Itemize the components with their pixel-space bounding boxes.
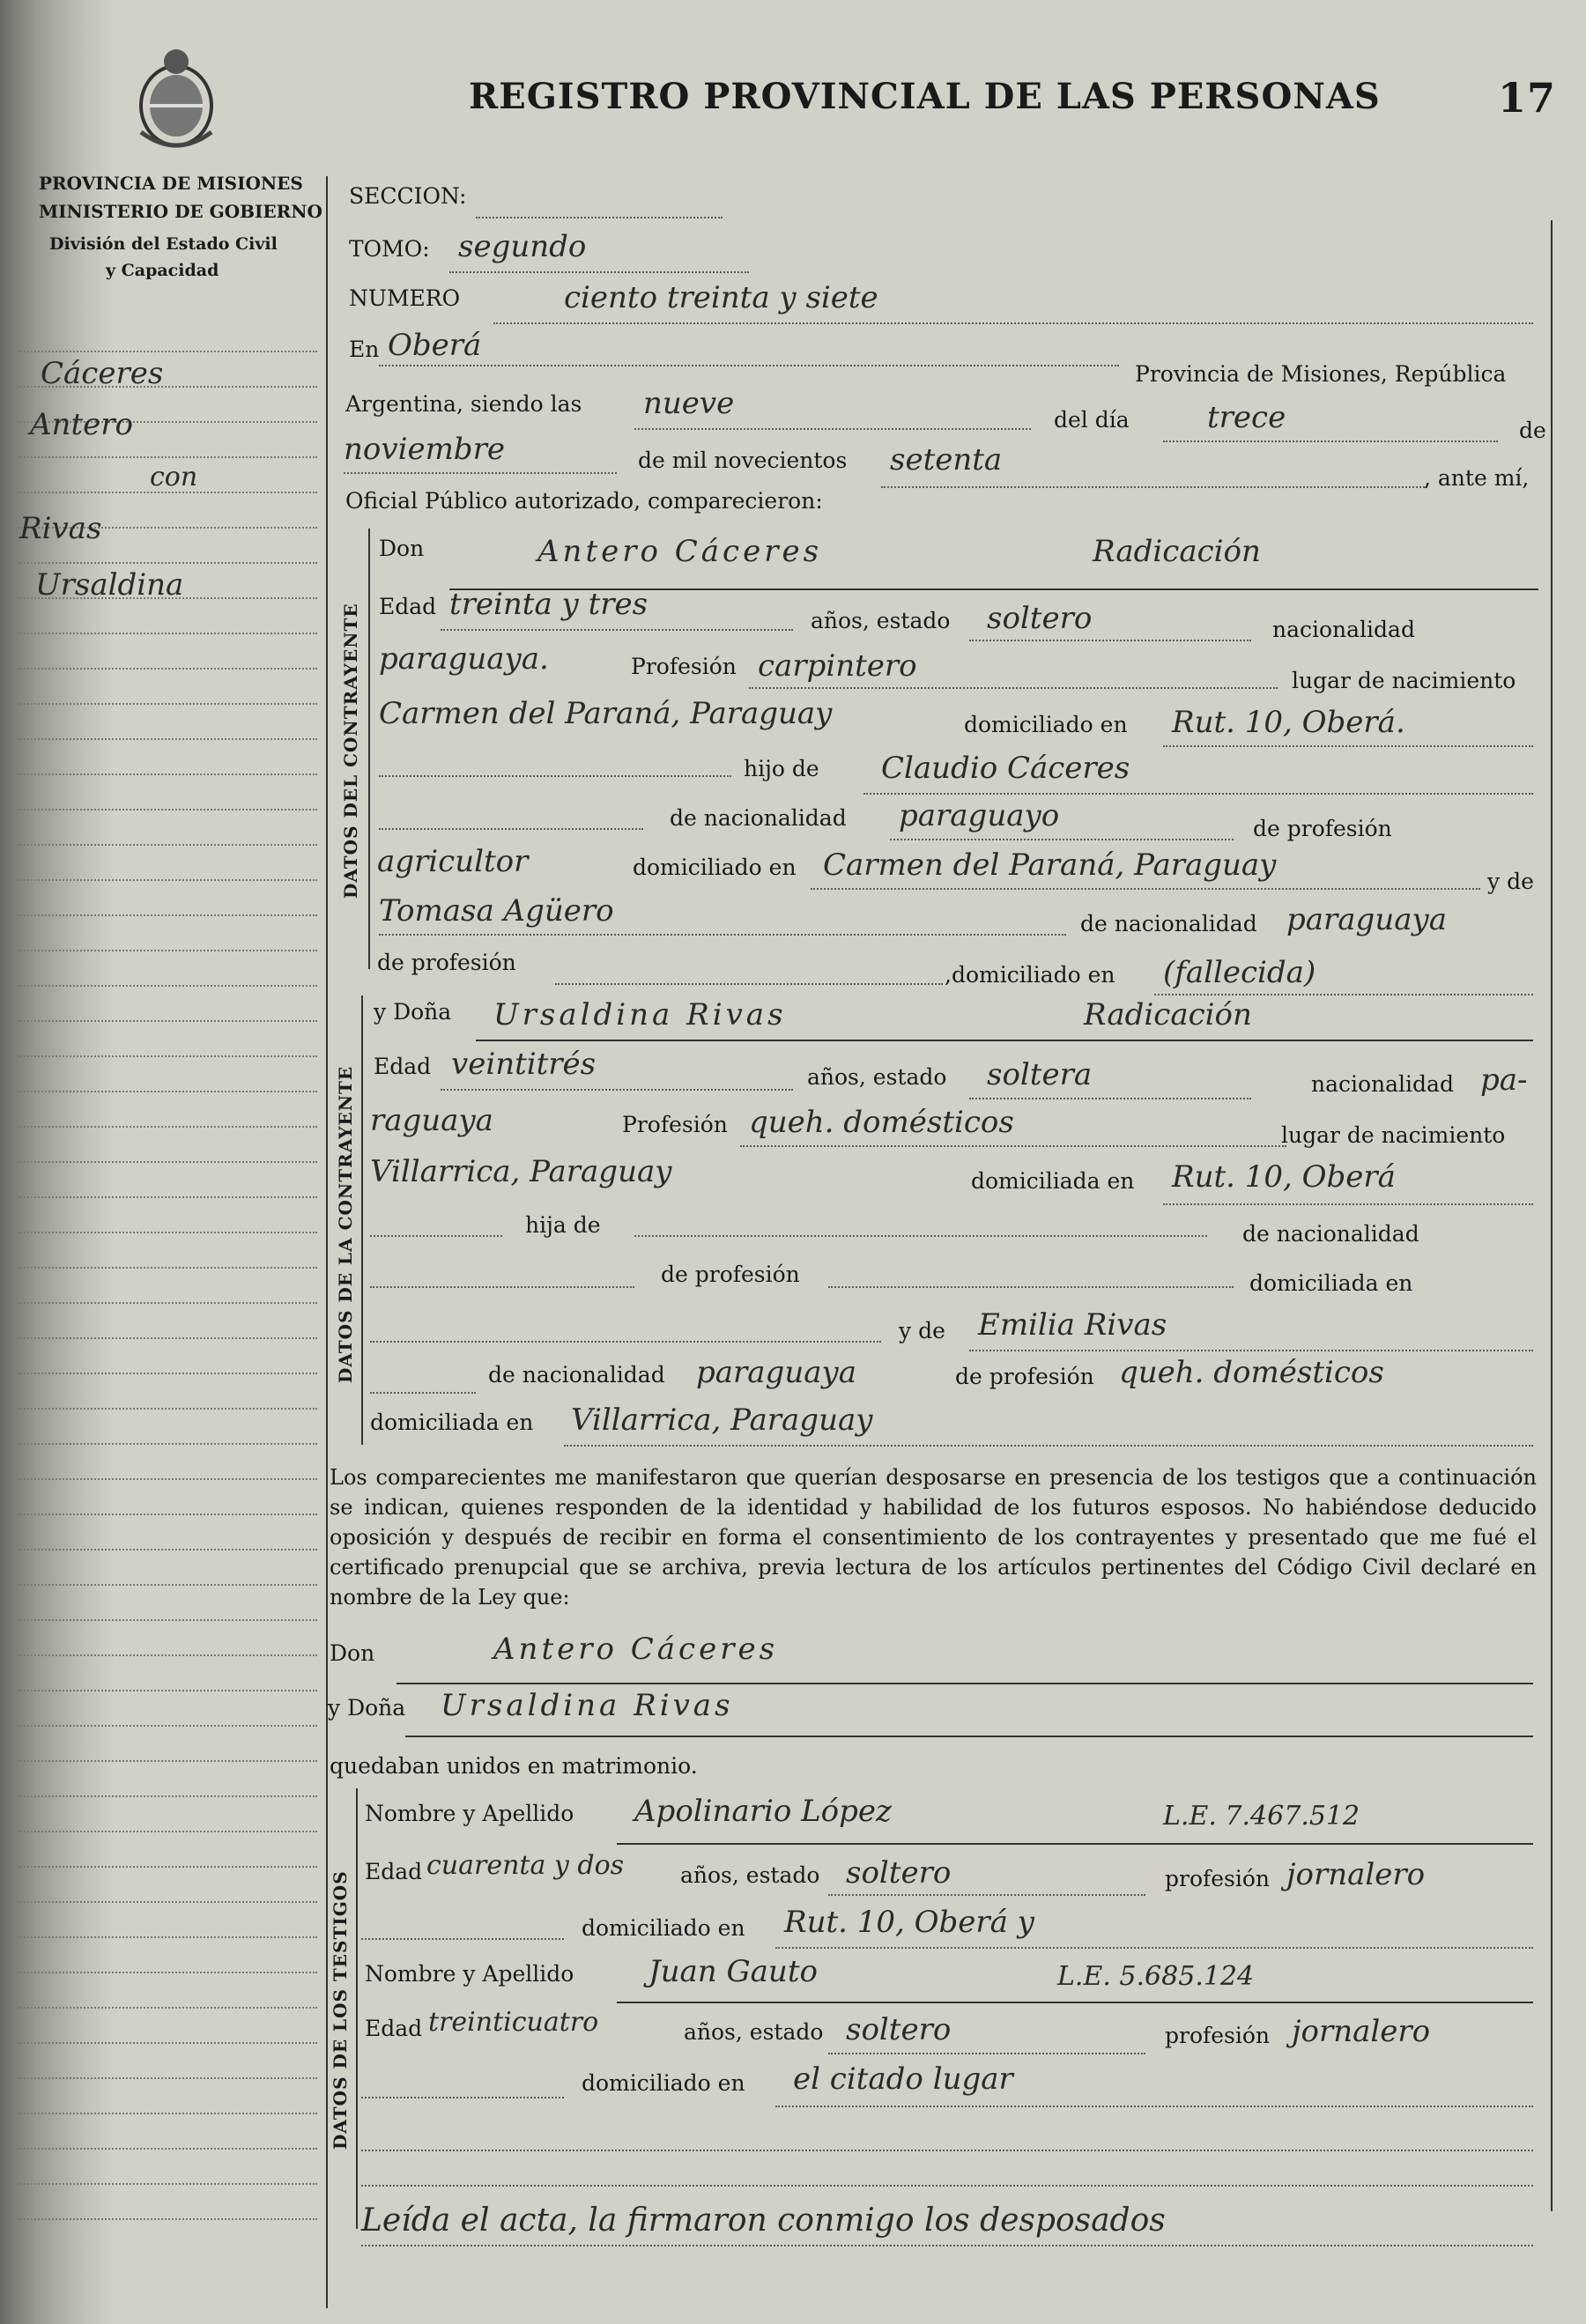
madre-domicilio: (fallecida) <box>1163 955 1316 990</box>
domiciliado-label: domiciliado en <box>964 712 1128 737</box>
nacionalidad-value-2a: pa- <box>1480 1062 1528 1098</box>
padre-nacionalidad: paraguayo <box>899 798 1060 833</box>
page-title: REGISTRO PROVINCIAL DE LAS PERSONAS <box>469 76 1381 117</box>
dia-value: trece <box>1207 400 1286 435</box>
oficial-text: Oficial Público autorizado, comparecieron: <box>345 488 823 514</box>
t2-estado-value: soltero <box>846 2012 952 2047</box>
edad-value-2: veintitrés <box>451 1047 597 1082</box>
domicilio-value-2: Rut. 10, Oberá <box>1172 1159 1396 1195</box>
numero-value: ciento treinta y siete <box>564 280 878 315</box>
t1-le-value: L.E. 7.467.512 <box>1163 1801 1360 1832</box>
tomo-value: segundo <box>458 229 587 264</box>
madre-prof-label-2: de profesión <box>955 1364 1094 1389</box>
decl-dona-label: y Doña <box>328 1695 406 1721</box>
madre-dom-label-2: domiciliada en <box>370 1410 534 1435</box>
dona-label: y Doña <box>374 999 452 1025</box>
en-value: Oberá <box>388 328 482 363</box>
don-label: Don <box>379 536 425 561</box>
t2-domiciliado-label: domiciliado en <box>582 2070 745 2096</box>
lugar-value: Carmen del Paraná, Paraguay <box>379 696 833 731</box>
madre-value-2: Emilia Rivas <box>978 1307 1167 1343</box>
org-ministry: MINISTERIO DE GOBIERNO <box>39 201 322 222</box>
padre-value: Claudio Cáceres <box>881 751 1130 786</box>
margin-note-line: Ursaldina <box>35 567 184 603</box>
closing-text: Leída el acta, la firmaron conmigo los desposados <box>361 2202 1166 2239</box>
profesion-value-2: queh. domésticos <box>749 1105 1014 1140</box>
madre-profesion-2: queh. domésticos <box>1119 1355 1384 1390</box>
t2-edad-label: Edad <box>365 2016 423 2041</box>
hija-dom-label: domiciliada en <box>1249 1270 1413 1296</box>
y-de-label-2: y de <box>899 1318 945 1343</box>
hijo-label: hijo de <box>744 756 819 781</box>
t1-edad-label: Edad <box>365 1859 423 1884</box>
t1-anios-estado: años, estado <box>680 1862 820 1888</box>
dona-note: Radicación <box>1084 997 1252 1032</box>
tomo-label: TOMO: <box>349 236 430 262</box>
estado-value: soltero <box>987 601 1093 636</box>
t2-nombre-value: Juan Gauto <box>648 1954 818 1989</box>
padre-domicilio: Carmen del Paraná, Paraguay <box>823 847 1277 883</box>
t1-nombre-label: Nombre y Apellido <box>365 1801 574 1826</box>
madre-value: Tomasa Agüero <box>379 893 614 929</box>
edad-value: treinta y tres <box>449 587 648 622</box>
margin-note-line: con <box>150 462 198 492</box>
profesion-value: carpintero <box>758 648 917 684</box>
t1-edad-value: cuarenta y dos <box>426 1850 625 1881</box>
hora-value: nueve <box>643 386 735 421</box>
t1-estado-value: soltero <box>846 1855 952 1891</box>
mil-text: de mil novecientos <box>638 448 848 473</box>
unidos-text: quedaban unidos en matrimonio. <box>330 1753 698 1779</box>
domiciliada-label: domiciliada en <box>971 1168 1135 1194</box>
lugar-value-2: Villarrica, Paraguay <box>370 1154 672 1189</box>
nacionalidad-label-2: nacionalidad <box>1311 1071 1454 1097</box>
nacionalidad-value: paraguaya. <box>379 641 549 677</box>
hija-label: hija de <box>525 1212 601 1238</box>
don-value: Antero Cáceres <box>537 534 823 569</box>
t1-profesion-value: jornalero <box>1286 1857 1426 1892</box>
lugar-label-2: lugar de nacimiento <box>1281 1122 1506 1148</box>
declaration-paragraph: Los comparecientes me manifestaron que querían desposarse en presencia de los testigos que a continuación se indican, quienes responden de la identidad y habilidad de los futuros esposos. No habiéndose deducido oposición y después de recibir en forma el consentimiento de los contrayentes y presentado que me fué el certificado prenupcial que se archiva, previa lectura de los artículos pertinentes del Código Civil declaré en nombre de la Ley que: <box>330 1465 1537 1610</box>
margin-note-line: Antero <box>30 407 133 442</box>
y-de-label: y de <box>1487 869 1534 894</box>
contrayente-side-label: DATOS DEL CONTRAYENTE <box>340 603 361 899</box>
madre-nacionalidad: paraguaya <box>1286 902 1447 937</box>
nacionalidad-label: nacionalidad <box>1272 617 1415 642</box>
madre-nac-label-2: de nacionalidad <box>488 1362 665 1388</box>
provincia-text: Provincia de Misiones, República <box>1135 361 1507 387</box>
decl-dona-value: Ursaldina Rivas <box>441 1688 734 1723</box>
decl-don-label: Don <box>330 1640 375 1666</box>
profesion-label-2: Profesión <box>622 1112 728 1137</box>
argentina-text: Argentina, siendo las <box>345 391 582 417</box>
madre-domicilio-2: Villarrica, Paraguay <box>571 1403 873 1438</box>
t1-profesion-label: profesión <box>1165 1866 1271 1891</box>
t1-domiciliado-label: domiciliado en <box>582 1915 745 1941</box>
hija-prof-label: de profesión <box>661 1262 800 1287</box>
madre-nac-label: de nacionalidad <box>1080 911 1257 936</box>
testigos-side-label: DATOS DE LOS TESTIGOS <box>330 1870 351 2150</box>
seccion-label: SECCION: <box>349 183 467 209</box>
margin-note-line: Cáceres <box>41 356 164 391</box>
org-division: División del Estado Civil <box>49 234 278 254</box>
numero-label: NUMERO <box>349 285 461 311</box>
main-right-rule <box>1551 220 1553 2211</box>
lugar-label: lugar de nacimiento <box>1292 668 1516 693</box>
t2-nombre-label: Nombre y Apellido <box>365 1961 574 1987</box>
hija-nac-label: de nacionalidad <box>1242 1221 1419 1247</box>
en-label: En <box>349 337 380 362</box>
profesion-label: Profesión <box>631 654 737 679</box>
mes-value: noviembre <box>344 432 505 467</box>
ante-mi-text: , ante mí, <box>1424 465 1530 491</box>
anios-estado-2: años, estado <box>807 1064 947 1090</box>
t2-domicilio-value: el citado lugar <box>793 2061 1013 2097</box>
coat-of-arms-icon <box>132 26 220 150</box>
t1-domicilio-value: Rut. 10, Oberá y <box>784 1905 1034 1940</box>
contrayenta-side-label: DATOS DE LA CONTRAYENTE <box>335 1065 356 1383</box>
estado-value-2: soltera <box>987 1057 1093 1092</box>
main-left-rule <box>326 176 328 2308</box>
madre-prof-label: de profesión <box>377 950 516 975</box>
dona-value: Ursaldina Rivas <box>493 997 787 1032</box>
anio-value: setenta <box>890 442 1003 477</box>
del-dia-label: del día <box>1054 407 1130 433</box>
edad-label: Edad <box>379 594 437 619</box>
padre-dom-label: domiciliado en <box>633 855 797 880</box>
org-province: PROVINCIA DE MISIONES <box>39 173 303 194</box>
org-capacity: y Capacidad <box>106 261 219 280</box>
t2-edad-value: treinticuatro <box>428 2007 599 2038</box>
madre-nacionalidad-2: paraguaya <box>696 1355 856 1390</box>
t2-profesion-value: jornalero <box>1292 2014 1431 2049</box>
domicilio-value: Rut. 10, Oberá. <box>1172 705 1405 740</box>
don-note: Radicación <box>1093 534 1261 569</box>
margin-note-line: Rivas <box>19 511 102 546</box>
padre-nac-label: de nacionalidad <box>670 805 847 831</box>
t2-profesion-label: profesión <box>1165 2023 1271 2048</box>
padre-prof-label: de profesión <box>1253 816 1392 841</box>
t1-nombre-value: Apolinario López <box>634 1794 892 1829</box>
de-label: de <box>1519 418 1546 443</box>
anios-estado: años, estado <box>811 608 951 633</box>
decl-don-value: Antero Cáceres <box>493 1632 779 1667</box>
madre-dom-label: ,domiciliado en <box>945 962 1115 988</box>
t2-le-value: L.E. 5.685.124 <box>1057 1961 1255 1992</box>
edad-label-2: Edad <box>374 1054 432 1079</box>
nacionalidad-value-2b: raguaya <box>370 1103 493 1138</box>
padre-profesion: agricultor <box>377 844 529 879</box>
t2-anios-estado: años, estado <box>684 2019 824 2045</box>
page-number: 17 <box>1498 74 1557 122</box>
